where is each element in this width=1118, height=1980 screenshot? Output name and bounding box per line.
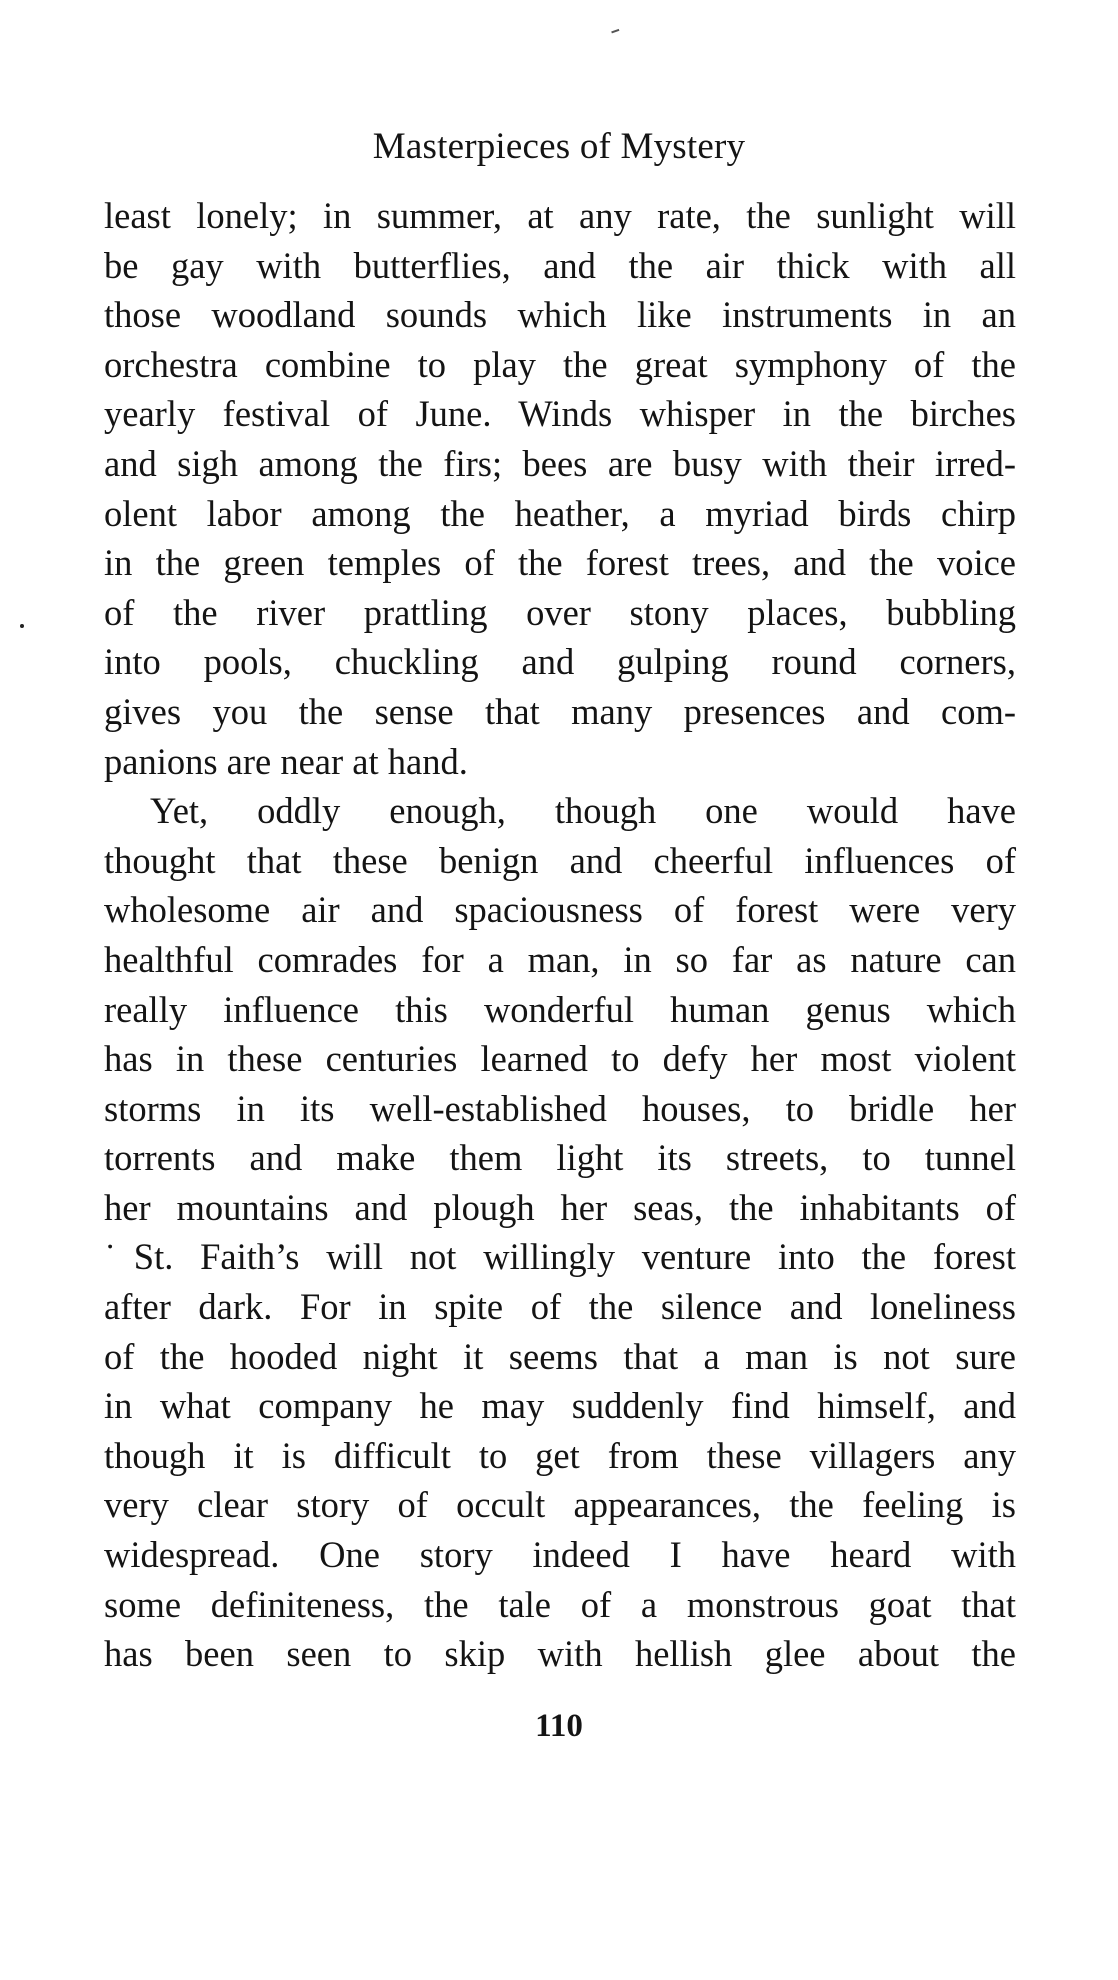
text-line: healthful comrades for a man, in so far as nature can [104, 938, 1016, 980]
text-line: wholesome air and spaciousness of forest were very [104, 889, 1016, 931]
text-line: olent labor among the heather, a myriad birds chirp [104, 492, 1016, 534]
text-line: some definiteness, the tale of a monstrous goat that [104, 1583, 1016, 1625]
text-line: into pools, chuckling and gulping round corners, [104, 641, 1016, 683]
print-speck-mark [611, 29, 621, 37]
text-line: in the green temples of the forest trees, and the voice [104, 542, 1016, 584]
text-line: storms in its well-established houses, to bridle her [104, 1087, 1016, 1129]
text-line: and sigh among the firs; bees are busy with their irred- [104, 442, 1016, 484]
text-line: of the river prattling over stony places, bubbling [104, 591, 1016, 633]
text-line: in what company he may suddenly find himself, and [104, 1385, 1016, 1427]
text-line: torrents and make them light its streets, to tunnel [104, 1137, 1016, 1179]
text-line: really influence this wonderful human genus which [104, 988, 1016, 1030]
text-line: though it is difficult to get from these villagers any [104, 1434, 1016, 1476]
body-text [104, 191, 1016, 1679]
text-line: those woodland sounds which like instruments in an [104, 294, 1016, 336]
text-line: has been seen to skip with hellish glee about the [104, 1633, 1016, 1675]
text-line: widespread. One story indeed I have heard with [104, 1534, 1016, 1576]
text-line: gives you the sense that many presences and com- [104, 690, 1016, 732]
text-line: of the hooded night it seems that a man is not sure [104, 1335, 1016, 1377]
text-line: be gay with butterflies, and the air thick with all [104, 244, 1016, 286]
text-line: least lonely; in summer, at any rate, the sunlight will [104, 195, 1016, 236]
paragraph-2 [104, 786, 1016, 1679]
text-line: after dark. For in spite of the silence and loneliness [104, 1286, 1016, 1328]
page-number: 110 [535, 1708, 583, 1744]
running-title: Masterpieces of Mystery [372, 126, 746, 167]
text-line: her mountains and plough her seas, the inhabitants of [104, 1186, 1016, 1228]
margin-dot-mark [20, 624, 24, 628]
text-line: Yet, oddly enough, though one would have [150, 790, 1016, 832]
text-line: orchestra combine to play the great symphony of the [104, 343, 1016, 385]
text-line: has in these centuries learned to defy her most violent [104, 1038, 1016, 1080]
paragraph-1 [104, 191, 1016, 786]
text-line: panions are near at hand. [104, 740, 468, 782]
text-line: thought that these benign and cheerful influences of [104, 839, 1016, 881]
text-line: yearly festival of June. Winds whisper in the birches [104, 393, 1016, 435]
text-line: very clear story of occult appearances, the feeling is [104, 1484, 1016, 1526]
text-line: ˙St. Faith’s will not willingly venture into the forest [104, 1236, 1016, 1278]
